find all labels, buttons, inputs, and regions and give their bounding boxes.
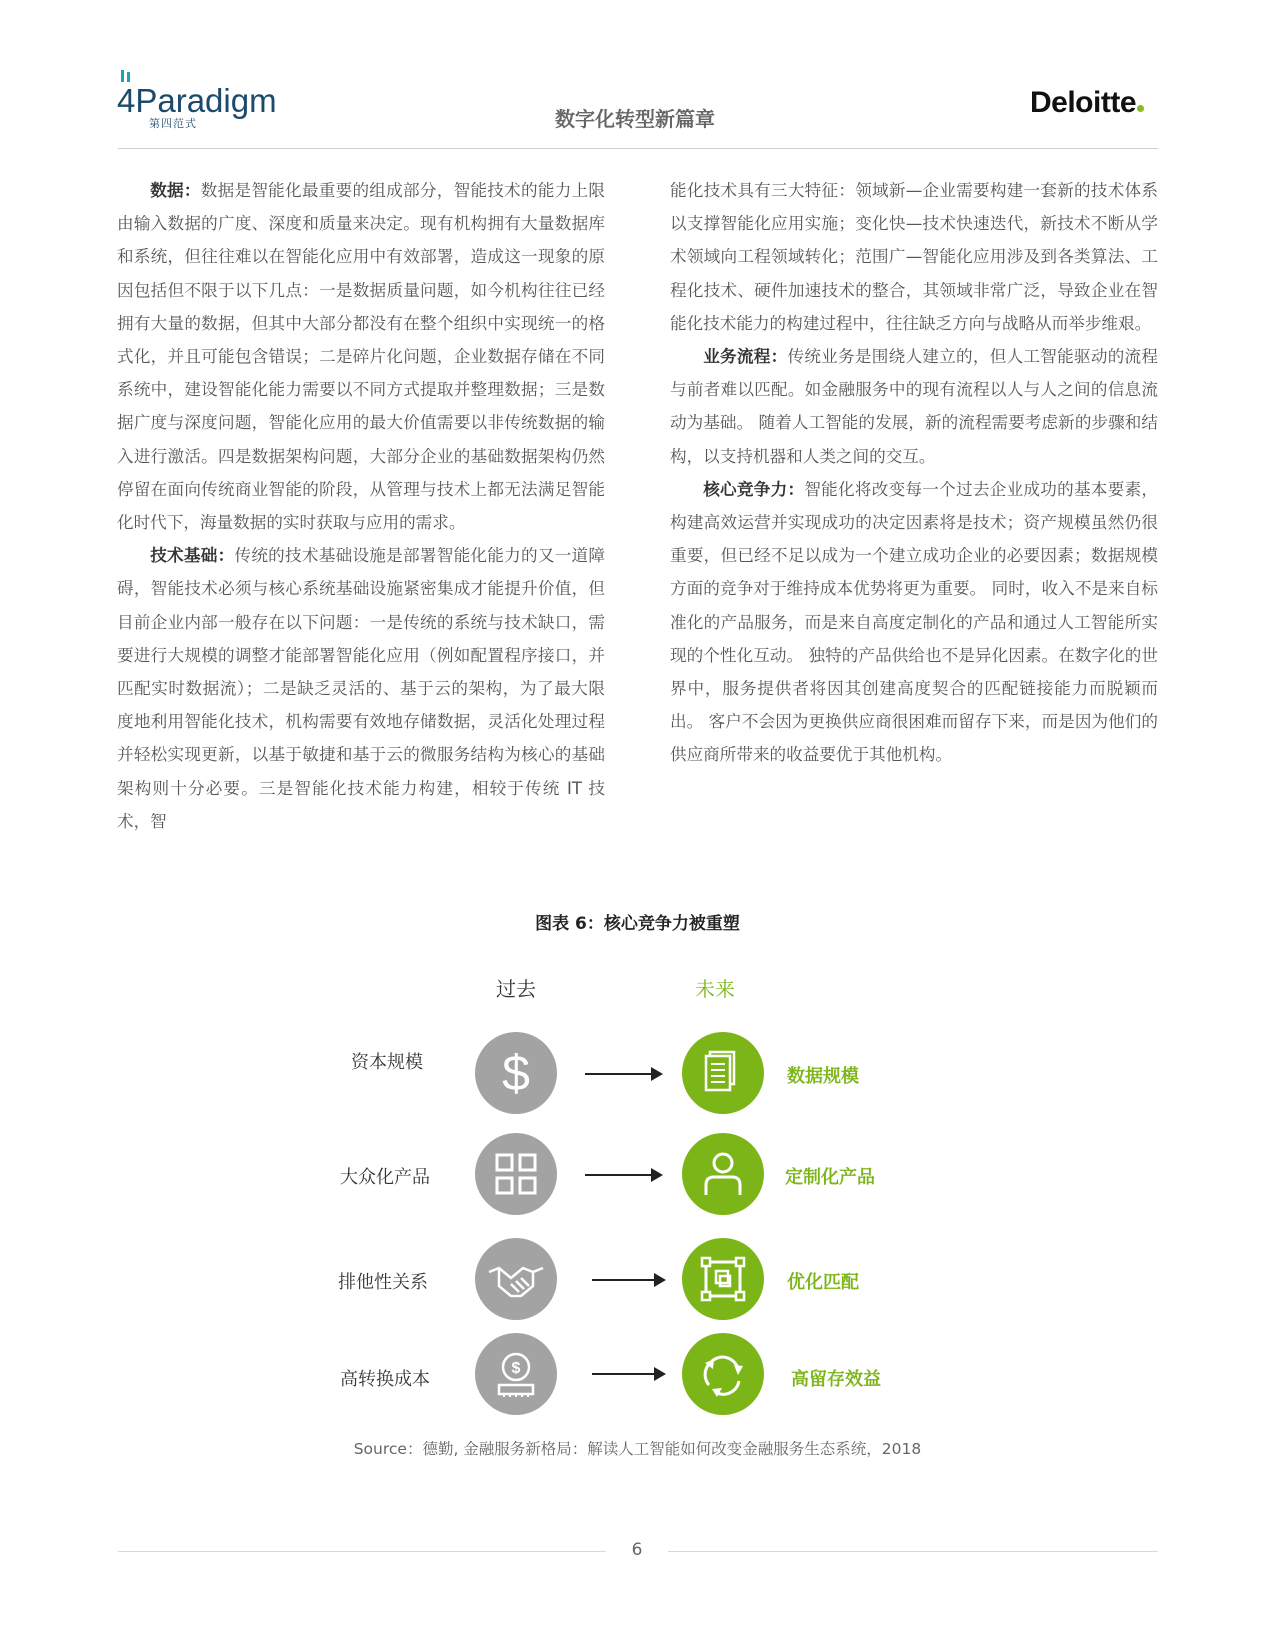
arrow: [592, 1279, 664, 1281]
paragraph-body: 智能化将改变每一个过去企业成功的基本要素，构建高效运营并实现成功的决定因素将是技术；资产规模虽然仍很重要，但已经不足以成为一个建立成功企业的必要因素；数据规模方面的竞争对于维持成本优势将更为重要。 同时，收入不是来自标准化的产品服务，而是来自高度定制化的产品和通过人工智能所实现的个性化互动。 独特的产品供给也不是异化因素。在数字化的世界中，服务提供者将因其创建高度契合的匹配链接能力而脱颖而出。 客户不会因为更换供应商很困难而留存下来，而是因为他们的供应商所带来的收益要优于其他机构。: [670, 479, 1159, 765]
coin-cost-icon: [475, 1333, 557, 1415]
past-column-header: 过去: [496, 977, 536, 1001]
paragraph-lead: 数据：: [150, 181, 201, 200]
paragraph-lead: 业务流程：: [703, 347, 788, 367]
future-label-retention-benefit: 高留存效益: [791, 1369, 881, 1390]
svg-text:$: $: [511, 1360, 521, 1377]
past-circle: [475, 1032, 557, 1114]
paragraph-business-process: [670, 340, 1158, 473]
page-number: 6: [631, 1540, 643, 1560]
footer-divider-right: [668, 1551, 1158, 1552]
paragraph-lead: 核心竞争力：: [703, 479, 805, 499]
future-circle: [682, 1032, 764, 1114]
future-label-optimized-match: 优化匹配: [787, 1272, 859, 1293]
paragraph-body: 数据是智能化最重要的组成部分，智能技术的能力上限由输入数据的广度、深度和质量来决定。现有机构拥有大量数据库和系统，但往往难以在智能化应用中有效部署，造成这一现象的原因包括但不限于以下几点：一是数据质量问题，如今机构往往已经拥有大量的数据，但其中大部分都没有在整个组织中实现统一的格式化，并且可能包含错误；二是碎片化问题，企业数据存储在不同系统中，建设智能化能力需要以不同方式提取并整理数据；三是数据广度与深度问题，智能化应用的最大价值需要以非传统数据的输入进行激活。四是数据架构问题，大部分企业的基础数据架构仍然停留在面向传统商业智能的阶段，从管理与技术上都无法满足智能化时代下，海量数据的实时获取与应用的需求。: [117, 181, 606, 533]
grid-icon: [475, 1133, 557, 1215]
deloitte-dot-icon: [1137, 105, 1144, 112]
arrow: [585, 1073, 661, 1075]
paragraph-lead: 技术基础：: [150, 546, 235, 566]
4paradigm-logo: [117, 70, 277, 130]
paragraph-tech-foundation: [117, 539, 605, 838]
past-circle: [475, 1333, 557, 1415]
paragraph-data: [117, 174, 605, 539]
paragraph-body: 传统业务是围绕人建立的，但人工智能驱动的流程与前者难以匹配。如金融服务中的现有流程以人与人之间的信息流动为基础。 随着人工智能的发展，新的流程需要考虑新的步骤和结构，以支持机器和人类之间的交互。: [670, 347, 1159, 466]
footer-divider-left: [118, 1551, 606, 1552]
arrow: [585, 1174, 661, 1176]
figure-source: Source：德勤, 金融服务新格局：解读人工智能如何改变金融服务生态系统，2018: [353, 1440, 922, 1458]
logo-sub-text: 第四范式: [149, 117, 197, 130]
future-circle: [682, 1133, 764, 1215]
future-column-header: 未来: [695, 977, 735, 1001]
deloitte-logo-text: Deloitte: [1030, 86, 1137, 119]
past-label-switching-cost: 高转换成本: [340, 1369, 430, 1390]
past-label-mass-product: 大众化产品: [340, 1167, 430, 1188]
figure-title: 图表 6：核心竞争力被重塑: [535, 914, 740, 934]
past-label-exclusive-relation: 排他性关系: [338, 1272, 428, 1293]
handshake-icon: [475, 1238, 557, 1320]
deloitte-logo: [1030, 86, 1144, 120]
past-label-capital-scale: 资本规模: [351, 1052, 423, 1073]
future-circle: [682, 1238, 764, 1320]
future-circle: [682, 1333, 764, 1415]
paragraph-core-competence: [670, 473, 1158, 772]
paragraph-continued: [670, 174, 1158, 340]
cycle-arrows-icon: [682, 1333, 764, 1415]
future-label-data-scale: 数据规模: [787, 1066, 859, 1087]
person-icon: [682, 1133, 764, 1215]
arrow: [592, 1373, 664, 1375]
past-circle: [475, 1238, 557, 1320]
svg-text:$: $: [502, 1045, 530, 1101]
paragraph-body: 传统的技术基础设施是部署智能化能力的又一道障碍，智能技术必须与核心系统基础设施紧密集成才能提升价值，但目前企业内部一般存在以下问题：一是传统的系统与技术缺口，需要进行大规模的调整才能部署智能化应用（例如配置程序接口，并匹配实时数据流）；二是缺乏灵活的、基于云的架构，为了最大限度地利用智能化技术，机构需要有效地存储数据，灵活化处理过程并轻松实现更新，以基于敏捷和基于云的微服务结构为核心的基础架构则十分必要。三是智能化技术能力构建，相较于传统 IT 技术，智: [117, 546, 606, 831]
logo-brand-text: 4Paradigm: [117, 82, 277, 119]
dollar-icon: [475, 1032, 557, 1114]
match-frame-icon: [682, 1238, 764, 1320]
documents-icon: [682, 1032, 764, 1114]
left-text-column: [117, 174, 605, 838]
past-circle: [475, 1133, 557, 1215]
page-header-title: 数字化转型新篇章: [555, 107, 715, 131]
future-label-customized-product: 定制化产品: [785, 1167, 875, 1188]
header-divider: [118, 148, 1158, 149]
paragraph-body: 能化技术具有三大特征：领域新—企业需要构建一套新的技术体系以支撑智能化应用实施；变化快—技术快速迭代，新技术不断从学术领域向工程领域转化；范围广—智能化应用涉及到各类算法、工程化技术、硬件加速技术的整合，其领域非常广泛，导致企业在智能化技术能力的构建过程中，往往缺乏方向与战略从而举步维艰。: [670, 181, 1158, 333]
right-text-column: [670, 174, 1158, 772]
